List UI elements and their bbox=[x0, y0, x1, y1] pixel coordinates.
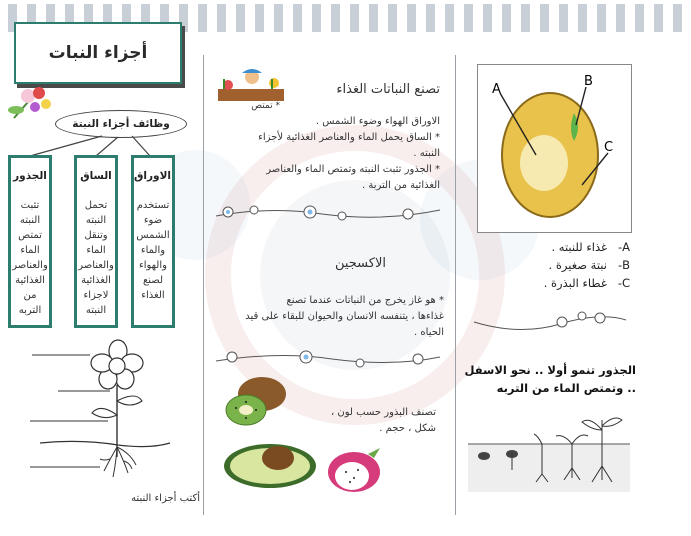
seed-label-b: B bbox=[584, 74, 593, 89]
oxygen-line: غذاءها ، يتنفسه الانسان والحيوان للبقاء على قيد bbox=[245, 311, 444, 322]
stripe bbox=[445, 4, 454, 32]
function-line: وتنقل bbox=[84, 230, 108, 241]
stripe bbox=[635, 4, 644, 32]
stripe bbox=[293, 4, 302, 32]
function-line: والعناصر bbox=[12, 260, 48, 271]
function-line: ضوء bbox=[143, 215, 163, 226]
flower-vine-divider-3 bbox=[470, 302, 630, 338]
stripe bbox=[673, 4, 682, 32]
seed-parts-list bbox=[530, 238, 630, 292]
oxygen-line: الحياه . bbox=[414, 327, 444, 338]
function-line: من التربه bbox=[18, 290, 42, 316]
flower-vine-divider-2 bbox=[212, 345, 444, 375]
germination-diagram bbox=[468, 408, 630, 494]
function-line: الماء bbox=[86, 245, 106, 256]
stem-function-text bbox=[78, 198, 114, 318]
function-line: تمتص bbox=[18, 230, 42, 241]
function-line: لصنع bbox=[142, 275, 164, 286]
food-line: الغذائية من التربة . bbox=[361, 180, 440, 191]
function-line: والهواء bbox=[139, 260, 167, 271]
seed-part-c-letter: C- bbox=[617, 276, 630, 290]
stripe bbox=[350, 4, 359, 32]
oxygen-heading: الاكسجين bbox=[334, 256, 386, 271]
seed-part-b-letter: B- bbox=[617, 258, 630, 272]
functions-oval: وظائف أجزاء النبتة bbox=[55, 110, 187, 138]
kiwi-icon bbox=[222, 374, 288, 430]
roots-function-text bbox=[12, 198, 48, 318]
stripe bbox=[331, 4, 340, 32]
leaves-function-box bbox=[131, 155, 175, 328]
food-line: * الجذور تثبت النبته وتمتص الماء والعناصر bbox=[266, 164, 440, 175]
stripe bbox=[217, 4, 226, 32]
flower-vine-divider-1 bbox=[212, 198, 444, 228]
leaves-heading: الاوراق bbox=[134, 170, 171, 182]
seed-part-a bbox=[530, 238, 630, 256]
function-line: النبته bbox=[85, 215, 107, 226]
roots-function-box bbox=[8, 155, 52, 328]
page-title: أجزاء النبات bbox=[14, 22, 182, 84]
fold-line-left bbox=[203, 55, 204, 515]
connector-lines bbox=[0, 0, 200, 160]
oxygen-line: * هو غاز يخرج من النباتات عندما تصنع bbox=[286, 295, 444, 306]
fold-line-right bbox=[455, 55, 456, 515]
stripe bbox=[255, 4, 264, 32]
seed-part-c bbox=[530, 274, 630, 292]
stripe bbox=[521, 4, 530, 32]
function-line: تحمل bbox=[84, 200, 108, 211]
write-parts-caption: أكتب أجزاء النبته bbox=[131, 493, 200, 504]
stem-function-box bbox=[74, 155, 118, 328]
food-line: الاوراق الهواء وضوء الشمس . bbox=[315, 116, 440, 127]
food-line: النبته . bbox=[413, 148, 440, 159]
function-line: والعناصر bbox=[78, 260, 114, 271]
function-line: الغذاء bbox=[141, 290, 165, 301]
seed-class-line: تصنف البذور حسب لون ، bbox=[331, 407, 436, 418]
stripe bbox=[312, 4, 321, 32]
stripe bbox=[654, 4, 663, 32]
stripe bbox=[407, 4, 416, 32]
function-line: النبته bbox=[85, 305, 107, 316]
stripe bbox=[369, 4, 378, 32]
food-paragraph bbox=[214, 114, 440, 194]
dragonfruit-icon bbox=[322, 446, 388, 496]
seed-part-a-text: غذاء للنبته . bbox=[551, 240, 607, 254]
seed-part-a-letter: A- bbox=[617, 240, 630, 254]
food-heading: تصنع النباتات الغذاء bbox=[336, 82, 440, 97]
plant-diagram bbox=[20, 335, 200, 500]
seed-diagram-box bbox=[477, 64, 632, 233]
function-line: تثبت النبته bbox=[19, 200, 41, 226]
roots-line: الجذور تنمو أولا .. نحو الاسفل bbox=[464, 363, 636, 377]
stripe bbox=[236, 4, 245, 32]
stripe bbox=[274, 4, 283, 32]
function-line: تستخدم bbox=[136, 200, 170, 211]
seed-part-b-text: نبتة صغيرة . bbox=[548, 258, 607, 272]
roots-heading: الجذور bbox=[13, 170, 47, 182]
function-line: الغذائية bbox=[15, 275, 45, 286]
seed-part-b bbox=[530, 256, 630, 274]
seed-label-a: A bbox=[492, 82, 501, 97]
stripe bbox=[502, 4, 511, 32]
seed-label-c: C bbox=[604, 140, 614, 155]
leaves-function-text bbox=[135, 198, 171, 303]
seed-class-line: شكل ، حجم . bbox=[379, 423, 436, 434]
stripe bbox=[464, 4, 473, 32]
stripe bbox=[597, 4, 606, 32]
oxygen-paragraph bbox=[214, 293, 444, 341]
stripe bbox=[578, 4, 587, 32]
stripe bbox=[559, 4, 568, 32]
function-line: والماء bbox=[140, 245, 166, 256]
function-line: لاجزاء bbox=[83, 290, 109, 301]
seed-part-c-text: غطاء البذرة . bbox=[543, 276, 607, 290]
gardener-icon bbox=[216, 65, 288, 105]
seed-diagram bbox=[478, 65, 631, 232]
stem-heading: الساق bbox=[80, 170, 112, 182]
roots-line: .. وتمتص الماء من التربه bbox=[496, 381, 636, 395]
absorbs-caption: * تمتص bbox=[251, 101, 280, 111]
stripe bbox=[388, 4, 397, 32]
stripe bbox=[540, 4, 549, 32]
function-line: الشمس bbox=[136, 230, 170, 241]
seed-classification-text bbox=[286, 405, 436, 437]
stripe bbox=[483, 4, 492, 32]
stripe bbox=[616, 4, 625, 32]
stripe bbox=[426, 4, 435, 32]
function-line: الماء bbox=[20, 245, 40, 256]
food-line: * الساق يحمل الماء والعناصر الغذائية لأجزاء bbox=[258, 132, 440, 143]
avocado-icon bbox=[222, 442, 318, 490]
function-line: الغذائية bbox=[81, 275, 111, 286]
roots-grow-text bbox=[456, 361, 636, 397]
